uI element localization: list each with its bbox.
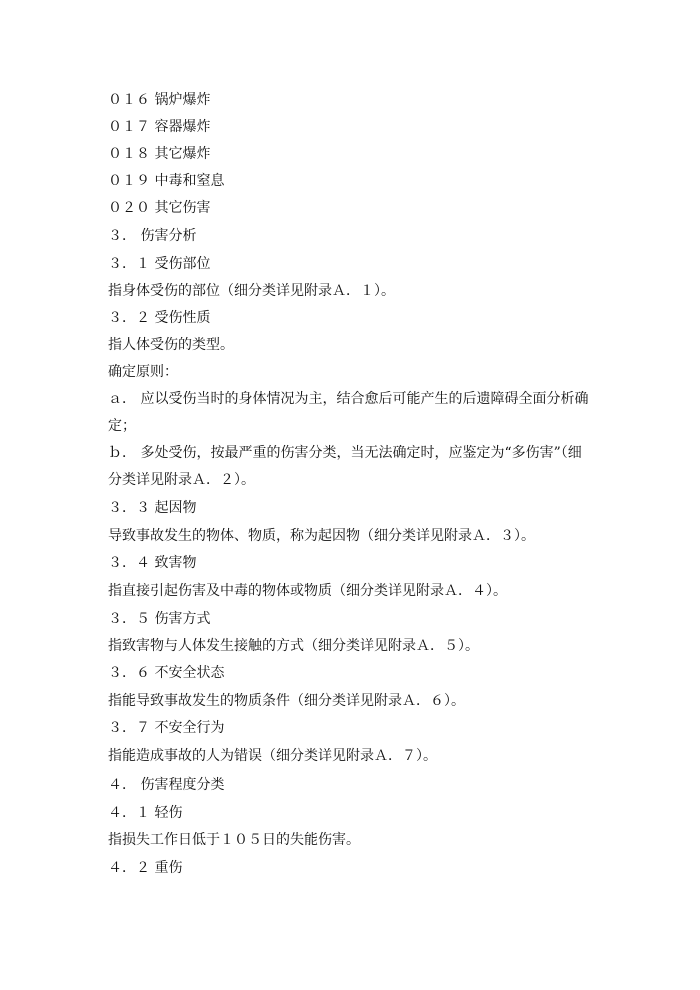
subsection-heading-3-1: ３．１ 受伤部位 [108, 256, 211, 272]
paragraph-3-5: 指致害物与人体发生接触的方式（细分类详见附录Ａ．５）。 [108, 638, 479, 654]
subsection-heading-3-6: ３．６ 不安全状态 [108, 665, 225, 681]
paragraph-4-1: 指损失工作日低于１０５日的失能伤害。 [108, 832, 360, 848]
subsection-heading-3-5: ３．５ 伤害方式 [108, 611, 211, 627]
paragraph-3-1: 指身体受伤的部位（细分类详见附录Ａ．１）。 [108, 283, 395, 299]
subsection-heading-3-3: ３．３ 起因物 [108, 500, 197, 516]
list-item-017: ０１７ 容器爆炸 [108, 119, 211, 135]
subsection-heading-3-7: ３．７ 不安全行为 [108, 720, 225, 736]
paragraph-3-2: 指人体受伤的类型。 [108, 337, 234, 353]
section-heading-3: ３． 伤害分析 [108, 228, 197, 244]
list-item-016: ０１６ 锅炉爆炸 [108, 92, 211, 108]
section-heading-4: ４． 伤害程度分类 [108, 777, 225, 793]
principle-a-line-2: 定； [108, 418, 136, 434]
paragraph-3-4: 指直接引起伤害及中毒的物体或物质（细分类详见附录Ａ．４）。 [108, 583, 507, 599]
paragraph-3-3: 导致事故发生的物体、物质，称为起因物（细分类详见附录Ａ．３）。 [108, 528, 535, 544]
list-item-018: ０１８ 其它爆炸 [108, 146, 211, 162]
paragraph-3-7: 指能造成事故的人为错误（细分类详见附录Ａ．７）。 [108, 748, 437, 764]
list-item-019: ０１９ 中毒和窒息 [108, 173, 225, 189]
principles-heading: 确定原则： [108, 364, 178, 380]
subsection-heading-3-4: ３．４ 致害物 [108, 555, 197, 571]
subsection-heading-4-2: ４．２ 重伤 [108, 860, 183, 876]
paragraph-3-6: 指能导致事故发生的物质条件（细分类详见附录Ａ．６）。 [108, 693, 465, 709]
list-item-020: ０２０ 其它伤害 [108, 200, 211, 216]
principle-b-line-2: 分类详见附录Ａ．２）。 [108, 472, 255, 488]
subsection-heading-3-2: ３．２ 受伤性质 [108, 310, 211, 326]
subsection-heading-4-1: ４．１ 轻伤 [108, 805, 183, 821]
principle-b-line-1: ｂ． 多处受伤，按最严重的伤害分类，当无法确定时，应鉴定为“多伤害”（细 [108, 445, 582, 461]
principle-a-line-1: ａ． 应以受伤当时的身体情况为主，结合愈后可能产生的后遗障碍全面分析确 [108, 391, 589, 407]
